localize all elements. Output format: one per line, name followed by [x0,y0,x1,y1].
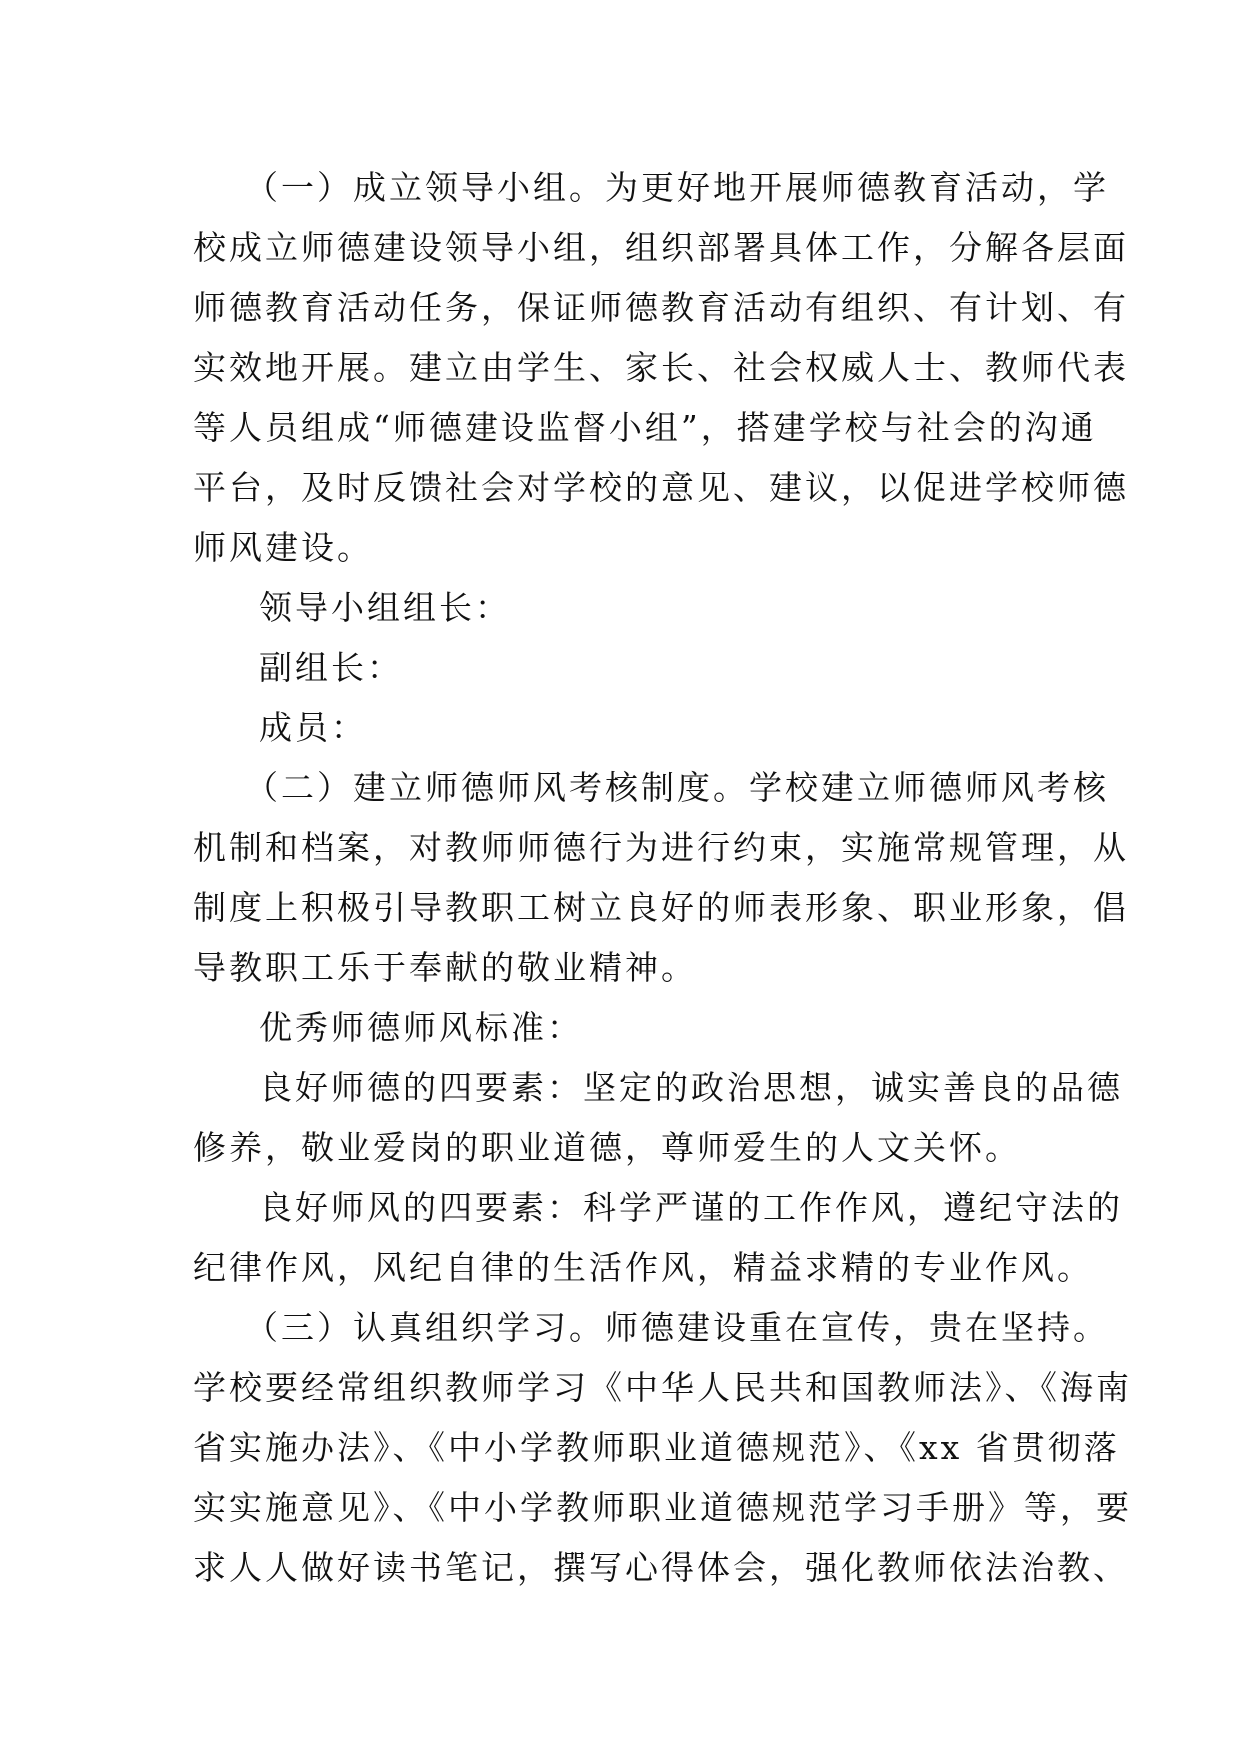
paragraph-line: 省实施办法》、《中小学教师职业道德规范》、《xx 省贯彻落 [193,1428,1120,1467]
paragraph-line: （三）认真组织学习。师德建设重在宣传，贵在坚持。 [245,1308,1109,1347]
paragraph-line: （一）成立领导小组。为更好地开展师德教育活动，学 [245,168,1109,207]
paragraph-line: 纪律作风，风纪自律的生活作风，精益求精的专业作风。 [193,1248,1093,1287]
standard-heading: 优秀师德师风标准： [259,1008,583,1047]
leader-label: 领导小组组长： [259,588,511,627]
paragraph-line: 导教职工乐于奉献的敬业精神。 [193,948,697,987]
deputy-leader-label: 副组长： [259,648,403,687]
paragraph-line: 机制和档案，对教师师德行为进行约束，实施常规管理，从 [193,828,1129,867]
members-label: 成员： [259,708,367,747]
paragraph-line: 平台，及时反馈社会对学校的意见、建议，以促进学校师德 [193,468,1129,507]
paragraph-line: 校成立师德建设领导小组，组织部署具体工作，分解各层面 [193,228,1129,267]
paragraph-line: 实效地开展。建立由学生、家长、社会权威人士、教师代表 [193,348,1129,387]
paragraph-line: 等人员组成“师德建设监督小组”，搭建学校与社会的沟通 [193,408,1097,447]
paragraph-line: 师风建设。 [193,528,373,567]
paragraph-line: 良好师风的四要素：科学严谨的工作作风，遵纪守法的 [259,1188,1123,1227]
paragraph-line: 修养，敬业爱岗的职业道德，尊师爱生的人文关怀。 [193,1128,1021,1167]
paragraph-line: （二）建立师德师风考核制度。学校建立师德师风考核 [245,768,1109,807]
paragraph-line: 求人人做好读书笔记，撰写心得体会，强化教师依法治教、 [193,1548,1129,1587]
document-body [193,158,1132,1598]
paragraph-line: 实实施意见》、《中小学教师职业道德规范学习手册》等，要 [193,1488,1132,1527]
paragraph-line: 制度上积极引导教职工树立良好的师表形象、职业形象，倡 [193,888,1129,927]
paragraph-line: 良好师德的四要素：坚定的政治思想，诚实善良的品德 [259,1068,1123,1107]
paragraph-line: 学校要经常组织教师学习《中华人民共和国教师法》、《海南 [193,1368,1132,1407]
paragraph-line: 师德教育活动任务，保证师德教育活动有组织、有计划、有 [193,288,1129,327]
